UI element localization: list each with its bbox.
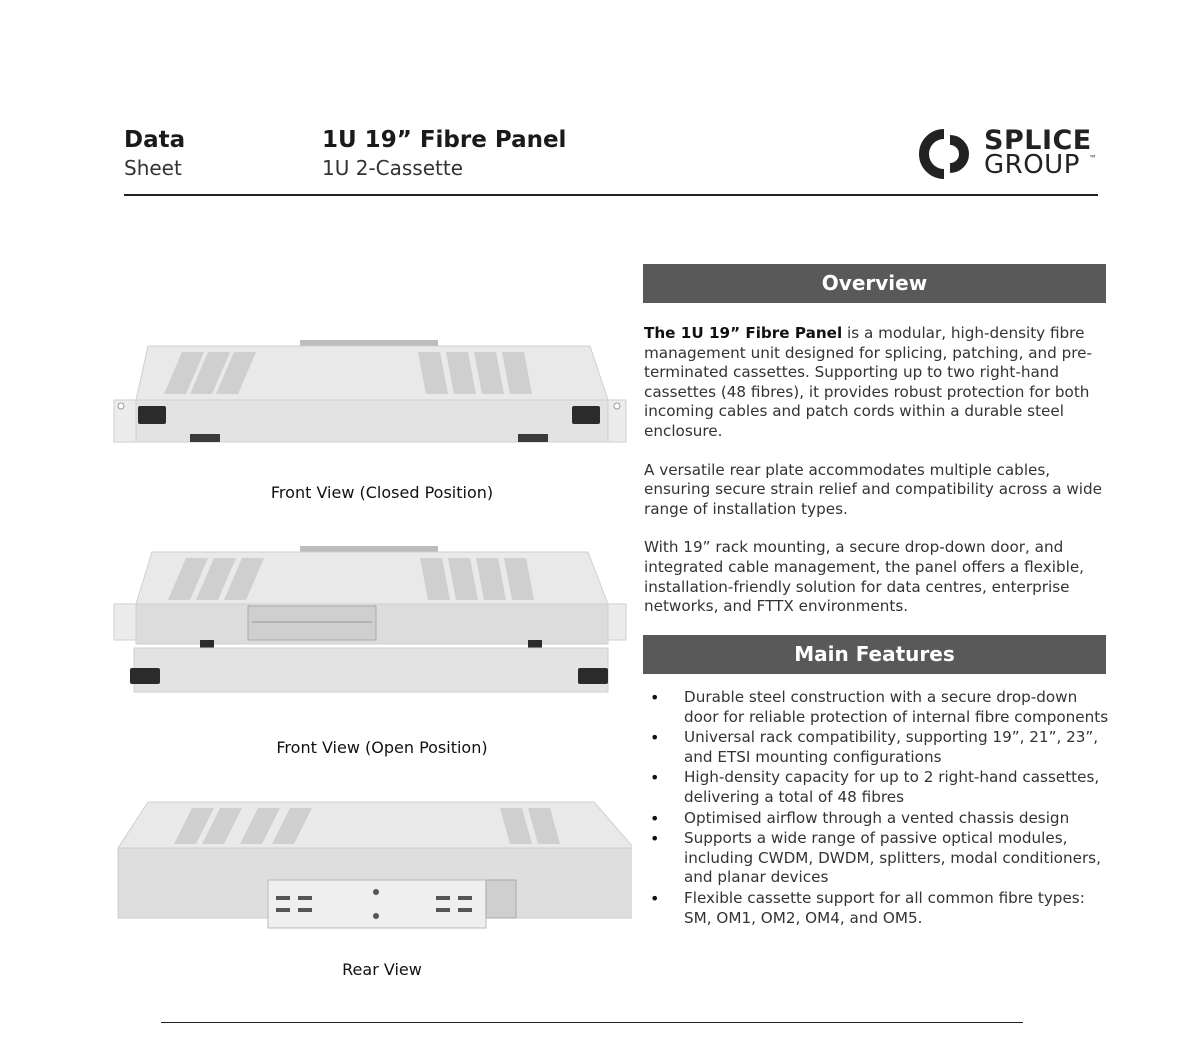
list-item: • Optimised airflow through a vented chassis design [644, 809, 1109, 829]
features-list [644, 688, 1109, 929]
product-heading [322, 126, 566, 182]
front-closed-caption: Front View (Closed Position) [270, 483, 494, 502]
fibre-panel-front-closed-icon [108, 336, 632, 448]
list-item: • Durable steel construction with a secure drop-down door for reliable protection of internal fibre components [644, 688, 1109, 727]
product-subtitle: 1U 2-Cassette [322, 156, 464, 180]
list-item: • Universal rack compatibility, supporting 19”, 21”, 23”, and ETSI mounting configurations [644, 728, 1109, 767]
footer-divider [161, 1022, 1023, 1023]
list-item: • Flexible cassette support for all common fibre types: SM, OM1, OM2, OM4, and OM5. [644, 889, 1109, 928]
list-item: • High-density capacity for up to 2 right-hand cassettes, delivering a total of 48 fibres [644, 768, 1109, 807]
overview-paragraph-3: With 19” rack mounting, a secure drop-down door, and integrated cable management, the panel offers a flexible, installation-friendly solution for data centres, enterprise networks, and FTTX environments. [644, 538, 1084, 616]
splice-group-logo [906, 126, 1106, 182]
overview-paragraph-1-text: is a modular, high-density fibre management unit designed for splicing, patching, and pre-terminated cassettes. Supporting up to two right-hand cassettes (48 fibres), it provides robust protection for both incoming cables and patch cords within a durable steel enclosure. [644, 324, 1093, 440]
splice-logo-mark-icon [906, 126, 980, 182]
fibre-panel-rear-icon [108, 800, 632, 932]
doc-type-label [124, 126, 185, 182]
main-features-heading: Main Features [643, 635, 1106, 674]
overview-heading: Overview [643, 264, 1106, 303]
list-item: • Supports a wide range of passive optical modules, including CWDM, DWDM, splitters, modal conditioners, and planar devices [644, 829, 1109, 888]
overview-body [644, 324, 1109, 636]
overview-product-name: The 1U 19” Fibre Panel [644, 324, 843, 342]
front-open-view-image [108, 544, 632, 696]
rear-view-image [108, 800, 632, 932]
logo-word-splice: SPLICE [984, 125, 1092, 156]
front-closed-view-image [108, 336, 632, 448]
header-divider [124, 194, 1098, 196]
fibre-panel-front-open-icon [108, 544, 632, 696]
overview-paragraph-1 [644, 324, 1109, 442]
overview-paragraph-2: A versatile rear plate accommodates multiple cables, ensuring secure strain relief and compatibility across a wide range of installation types. [644, 460, 1102, 518]
front-open-caption: Front View (Open Position) [276, 738, 488, 757]
logo-trademark: ™ [1089, 154, 1097, 163]
doc-type-subtitle: Sheet [124, 156, 182, 180]
product-title: 1U 19” Fibre Panel [322, 127, 567, 153]
logo-word-group: GROUP [984, 150, 1080, 180]
rear-view-caption: Rear View [342, 960, 422, 979]
doc-type-title: Data [124, 127, 186, 153]
